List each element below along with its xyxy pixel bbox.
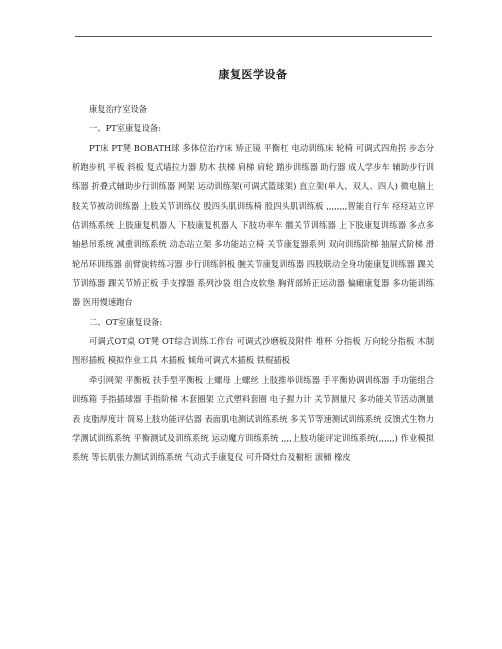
pt-equipment-list: PT床 PT凳 BOBATH球 多体位治疗床 矫正镜 平衡杠 电动训练床 轮椅 可调式四角拐 步态分析跑步机 平板 斜板 复式墙拉力器 肋木 扶梯 肩梯 肩轮 踏步训练器 助行器 成人学步车 辅助步行训练器 折叠式辅助步行训练器 网架 运动训练架(可调式篮球架) 直立架(单人、双人、四人) 微电脑上肢关节被动训练器 上肢关节训练仪 股四头肌训练椅 股四头肌训练板 ,,,,,,,,智能自行车 痉痉站立评估训练系统 上肢康复机器人 下肢康复机器人 下肢功率车 髋关节训练器 上下肢康复训练器 多点多轴悬吊系统 减重训练系统 动态站立架 多功能站立椅 关节康复器系列 双向训练阶梯 抽屉式阶梯 滑轮吊环训练器 前臂旋转练习器 步行训练斜板 腕关节康复训练器 四肢联动全身功能康复训练器 踝关节训练器 踝关节矫正板 手支撑器 系列沙袋 组合皮软垫 胸背部矫正运动器 偏瘫康复器 多功能训练器 医用慢速跑台: [72, 142, 434, 308]
page-title: 康复医学设备: [218, 68, 288, 81]
header-rule: [75, 36, 432, 37]
document-page: [72, 66, 434, 468]
pt-heading: 一、PT室康复设备:: [89, 123, 161, 134]
section-heading: 康复治疗室设备: [89, 104, 148, 114]
ot-heading: 二、OT室康复设备:: [89, 316, 163, 327]
ot-equipment-list-1: 可调式OT桌 OT凳 OT综合训练工作台 可调式沙磨板及附件 堆杯 分指板 万向轮分指板 木制图形插板 模拟作业工具 木插板 倾角可调式木插板 铁棍插板: [72, 336, 434, 366]
ot-equipment-list-2: 牵引网架 平衡板 扶手型平衡板 上螺母 上螺丝 上肢推举训练器 手平衡协调训练器 手功能组合训练箱 手指插球器 手指阶梯 木套圈架 立式塑料套圈 电子握力计 关节测量尺 多功能关节活动测量表 皮脂厚度计 简易上肢功能评估器 表面肌电测试训练系统 多关节等速测试训练系统 反馈式生物力学测试训练系统 平衡测试及训练系统 运动魔方训练系统 ,,,,上肢功能评定训练系统(,,,,,,) 作业模拟系统 等长肌张力测试训练系统 气动式手康复仪 可升降灶台及橱柜 滚桶 橡皮: [72, 374, 434, 463]
